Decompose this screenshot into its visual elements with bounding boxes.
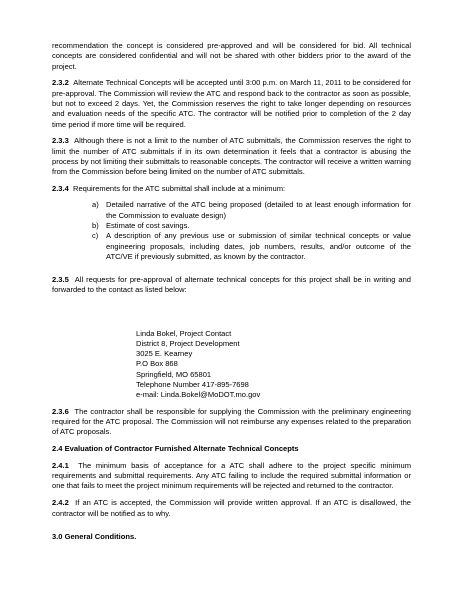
requirements-list (52, 200, 411, 262)
section-text: All requests for pre-approval of alternate technical concepts for this project shall be in writing and forwarded to the contact as listed below: (52, 275, 411, 295)
section-text: The minimum basis of acceptance for a ATC shall adhere to the project specific minimum requirements and submittal requirements. Any ATC failing to include the required submittal information or one that fails to meet the project minimum requirements will be rejected and returned to the contractor. (52, 460, 411, 491)
section-3-0-heading: 3.0 General Conditions. (52, 531, 137, 541)
section-2-3-5 (52, 275, 411, 296)
section-text: Requirements for the ATC submittal shall include at a minimum: (73, 184, 286, 194)
list-marker: a) (92, 200, 99, 210)
section-number: 2.3.4 (52, 184, 69, 194)
list-item-text: Detailed narrative of the ATC being proposed (detailed to at least enough information for the Commission to evaluate design) (106, 200, 411, 220)
list-item (92, 200, 411, 221)
section-2-3-3 (52, 136, 411, 177)
section-text: Alternate Technical Concepts will be accepted until 3:00 p.m. on March 11, 2011 to be considered for pre-approval. The Commission will review the ATC and respond back to the contractor as soon as possible, but not to exceed 2 days. Yet, the Commission reserves the right to take longer depending on resources and evaluation needs of the specific ATC. The contractor will be notified prior to completion of the 2 day time period if more time will be required. (52, 78, 411, 129)
section-text: Although there is not a limit to the number of ATC submittals, the Commission reserves the right to limit the number of ATC submittals if in its own determination it feels that a contractor is abusing the process by not limiting their submittals to reasonable concepts. The contractor will receive a written warning from the Commission before being limited on the number of ATC submittals. (52, 136, 411, 177)
section-number: 2.3.2 (52, 78, 69, 88)
list-item-text: Estimate of cost savings. (106, 220, 190, 230)
section-2-3-6 (52, 407, 411, 438)
section-text: If an ATC is accepted, the Commission will provide written approval. If an ATC is disallowed, the contractor will be notified as to why. (52, 498, 411, 518)
section-number: 2.3.3 (52, 136, 69, 146)
list-item (92, 221, 411, 231)
section-number: 2.3.6 (52, 406, 69, 416)
section-number: 2.3.5 (52, 275, 69, 285)
contact-street: 3025 E. Kearney (136, 349, 193, 359)
contact-city: Springfield, MO 65801 (136, 369, 212, 379)
section-2-3-2 (52, 78, 411, 129)
section-2-4-heading: 2.4 Evaluation of Contractor Furnished Alternate Technical Concepts (52, 444, 299, 454)
contact-phone: Telephone Number 417-895-7698 (136, 379, 249, 389)
contact-block (136, 329, 411, 400)
section-2-3-4 (52, 184, 411, 194)
section-text: The contractor shall be responsible for supplying the Commission with the preliminary engineering required for the ATC proposal. The Commission will not reimburse any expenses related to the preparation of ATC proposals. (52, 406, 411, 437)
contact-name: Linda Bokel, Project Contact (136, 328, 232, 338)
contact-po-box: P.O Box 868 (136, 359, 178, 369)
contact-district: District 8, Project Development (136, 338, 240, 348)
list-marker: b) (92, 220, 99, 230)
section-2-4-2 (52, 498, 411, 519)
list-item (92, 231, 411, 262)
paragraph-intro: recommendation the concept is considered pre-approved and will be considered for bid. All technical concepts are considered confidential and will not be shared with other bidders prior to the award of the project. (52, 41, 411, 71)
contact-email: e-mail: Linda.Bokel@MoDOT.mo.gov (136, 389, 261, 399)
section-number: 2.4.1 (52, 460, 69, 470)
section-2-4-1 (52, 461, 411, 492)
list-item-text: A description of any previous use or submission of similar technical concepts or value engineering proposals, including dates, job numbers, results, and/or outcome of the ATC/VE if previously submitted, as known by the contractor. (106, 231, 411, 261)
section-number: 2.4.2 (52, 498, 69, 508)
list-marker: c) (92, 231, 99, 241)
